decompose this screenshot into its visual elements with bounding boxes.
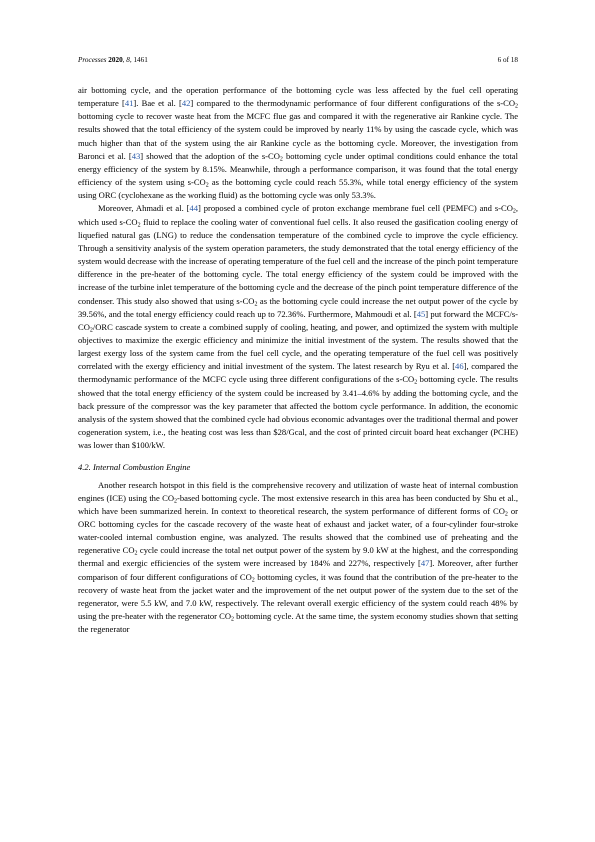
journal-name: Processes <box>78 56 107 64</box>
article-number: 1461 <box>133 56 148 64</box>
running-header <box>78 56 518 64</box>
reference-link-41[interactable]: 41 <box>124 98 134 109</box>
reference-link-42[interactable]: 42 <box>181 98 191 109</box>
section-heading: 4.2. Internal Combustion Engine <box>78 462 191 473</box>
reference-link-46[interactable]: 46 <box>455 361 464 372</box>
page-number: 6 of 18 <box>497 56 518 64</box>
journal-citation: Processes 2020, 8, 1461 <box>78 56 148 64</box>
reference-link-47[interactable]: 47 <box>420 558 430 569</box>
paragraph-1: air bottoming cycle, and the operation performance of the bottoming cycle was less affected by the fuel cell operating temperature [41]. Bae et al. [42] compared to the thermodynamic performance of four different configurations of the $s-CO_2$ bottoming cycle to recover waste heat from the MCFC flue gas and compared it with the regenerative air Rankine cycle. The results showed that the total efficiency of the system could be improved by nearly 11% by using the cascade cycle, which was much higher than that of the system using the air Rankine cycle as the bottoming cycle. Moreover, the investigation from Baronci et al. [43] showed that the adoption of the $s-CO_2$ bottoming cycle under optimal conditions could enhance the total energy efficiency of the system by 8.15%. Meanwhile, through a performance comparison, it was found that the total energy efficiency of the system using $s-CO_2$ as the bottoming cycle could reach 55.3%, while total energy efficiency of the system using ORC (cyclohexane as the working fluid) as the bottoming cycle was only 53.3%. <box>78 85 519 201</box>
reference-link-45[interactable]: 45 <box>416 308 426 319</box>
journal-volume: 8 <box>126 56 130 64</box>
reference-link-44[interactable]: 44 <box>189 203 199 214</box>
body-text <box>78 84 518 636</box>
reference-link-43[interactable]: 43 <box>131 150 141 161</box>
journal-year: 2020 <box>108 56 123 64</box>
paragraph-2: Moreover, Ahmadi et al. [44] proposed a combined cycle of proton exchange membrane fuel cell (PEMFC) and $s-CO_2$, which used $s-CO_2$ fluid to replace the cooling water of conventional fuel cells. It also reused the gasification cooling energy of liquefied natural gas (LNG) to reduce the condensation temperature of the combined cycle to improve the cycle efficiency. Through a sensitivity analysis of the system operation parameters, the study demonstrated that the total energy efficiency of the system would decrease with the increase of operating temperature of the fuel cell and the increase of the pinch point temperature difference in the pre-heater of the bottoming cycle. The total energy efficiency of the system could be improved with the increase of the turbine inlet temperature of the bottoming cycle and the decrease of the pinch point temperature difference of the condenser. This study also showed that using $s-CO_2$ as the bottoming cycle could increase the net output power of the cycle by 39.56%, and the total energy efficiency could reach up to 72.36%. Furthermore, Mahmoudi et al. [45] put forward the MCFC/$s-CO_2$/ORC cascade system to create a combined supply of cooling, heating, and power, and optimized the system with multiple objectives to maximize the exergic efficiency and minimize the initial investment of the system. The results showed that the largest exergy loss of the system came from the fuel cell cycle, and the operating temperature of the fuel cell was positively correlated with the exergy efficiency and initial investment of the system. The latest research by Ryu et al. [46], compared the thermodynamic performance of the MCFC cycle using three different configurations of the $s-CO_2$ bottoming cycle. The results showed that the total energy efficiency of the system could be increased by 3.41–4.6% by adding the bottoming cycle, and the back pressure of the compressor was the key parameter that affected the bottom cycle performance. In addition, the economic analysis of the system showed that the combined cycle had obvious economic advantages over the traditional thermal and power cogeneration system, i.e., the heating cost was less than $28/Gcal, and the cost of printed circuit board heat exchanger (PCHE) was lower than $100/kW. <box>78 203 518 451</box>
paragraph-3: Another research hotspot in this field is the comprehensive recovery and utilization of waste heat of internal combustion engines (ICE) using the $CO_2$-based bottoming cycle. The most extensive research in this area has been conducted by Shu et al., which have been summarized herein. In context to theoretical research, the system performance of different forms of $CO_2$ or ORC bottoming cycles for the cascade recovery of the waste heat of exhaust and jacket water, of a four-cylinder four-stroke water-cooled internal combustion engine, was analyzed. The results showed that the combined use of preheating and the regenerative $CO_2$ cycle could increase the total net output power of the system by 9.0 kW at the highest, and the corresponding thermal and exergic efficiencies of the system were increased by 184% and 227%, respectively [47]. Moreover, after further comparison of four different configurations of $CO_2$ bottoming cycles, it was found that the contribution of the pre-heater to the recovery of waste heat from the jacket water and the improvement of the net output power of the system due to the set of the regenerator, were 5.5 kW, and 7.0 kW, respectively. The relevant overall exergic efficiency of the system could reach 48% by using the pre-heater with the regenerator $CO_2$ bottoming cycle. At the same time, the system economy studies shown that setting the regenerator <box>78 479 518 635</box>
